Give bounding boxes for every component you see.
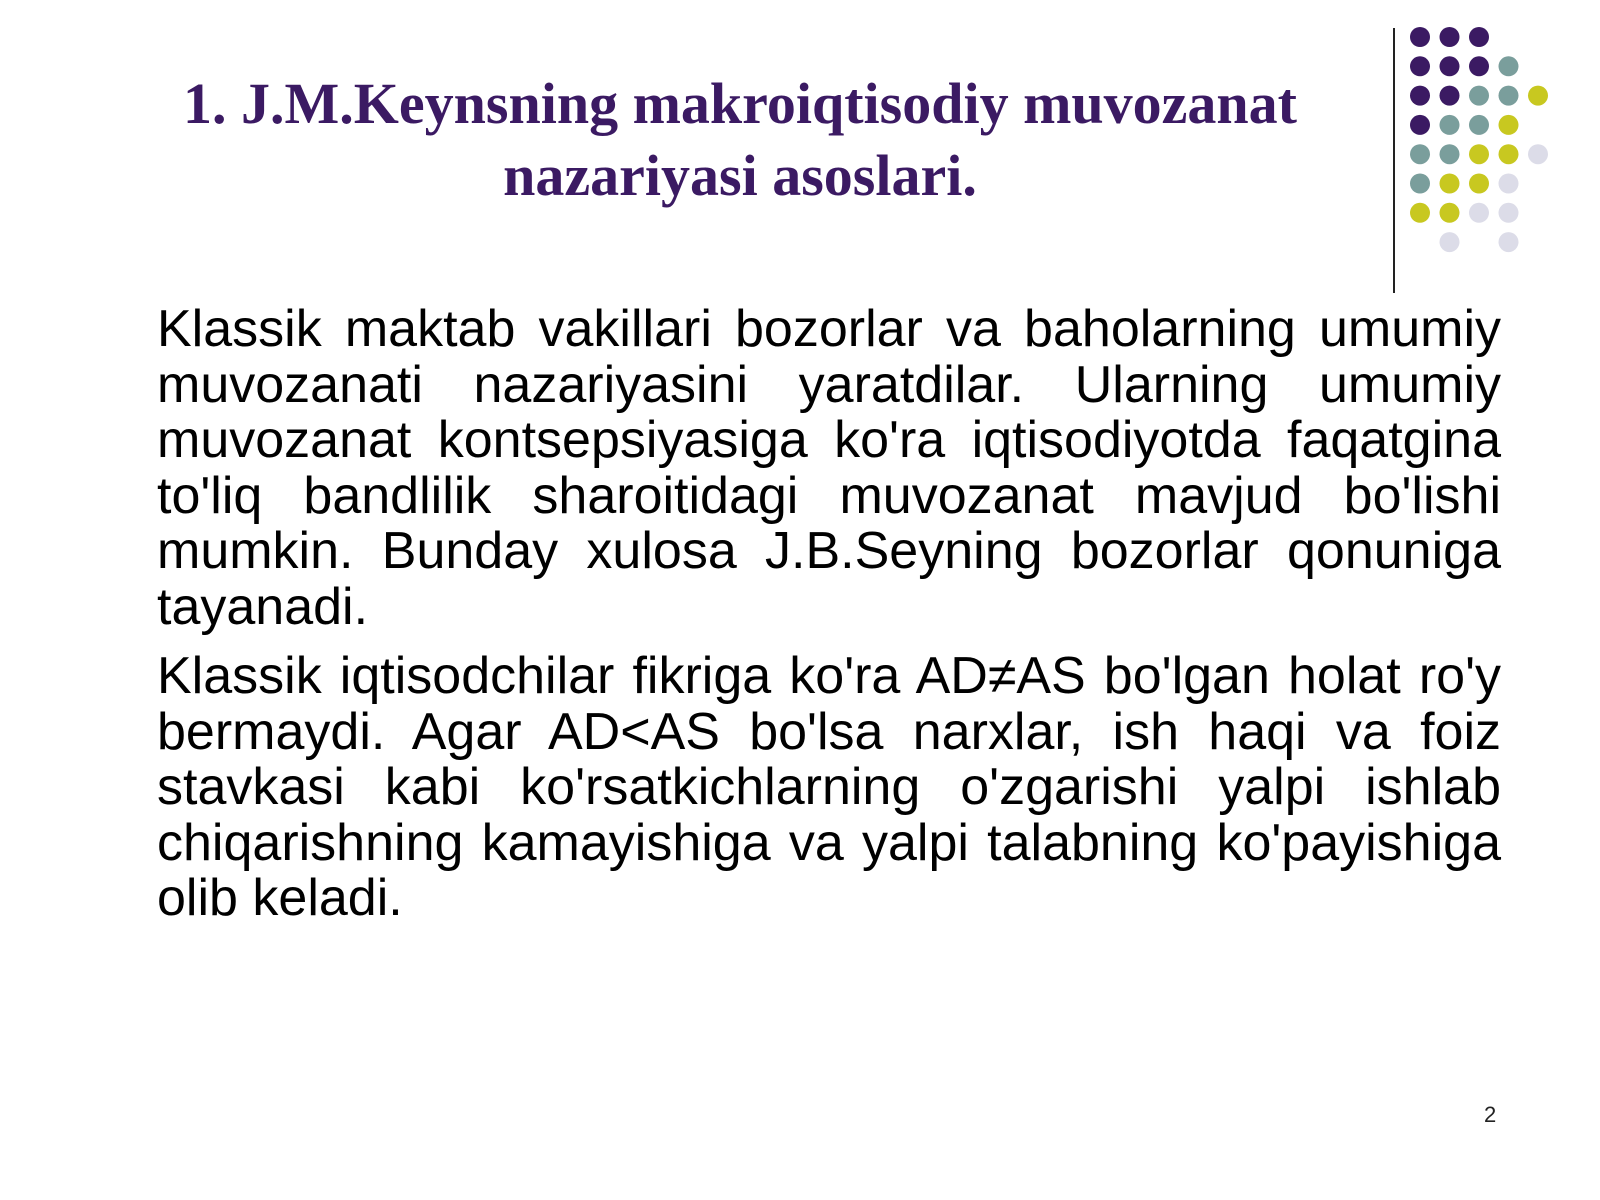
decorative-dot: [1410, 144, 1430, 164]
decorative-dot: [1469, 174, 1489, 194]
slide-title: 1. J.M.Keynsning makroiqtisodiy muvozanat nazariyasi asoslari.: [183, 71, 1297, 208]
decorative-dot: [1469, 203, 1489, 223]
decorative-dot: [1440, 86, 1460, 106]
decorative-dot: [1440, 56, 1460, 76]
decorative-dot: [1469, 144, 1489, 164]
decorative-dot: [1410, 56, 1430, 76]
decorative-dot: [1440, 174, 1460, 194]
decorative-dot: [1499, 232, 1519, 252]
decorative-dot-grid: [1410, 20, 1590, 260]
slide-body: [157, 302, 1501, 941]
decorative-dot: [1440, 232, 1460, 252]
decorative-dot: [1499, 86, 1519, 106]
decorative-dot: [1469, 86, 1489, 106]
decorative-dot: [1410, 115, 1430, 135]
decorative-dot: [1469, 115, 1489, 135]
decorative-dot: [1499, 115, 1519, 135]
decorative-dot: [1499, 174, 1519, 194]
decorative-dot: [1499, 203, 1519, 223]
decorative-dot: [1410, 86, 1430, 106]
decorative-dot: [1410, 174, 1430, 194]
decorative-dot: [1469, 27, 1489, 47]
decorative-dot: [1440, 203, 1460, 223]
decorative-dot: [1499, 144, 1519, 164]
decorative-dot: [1499, 56, 1519, 76]
decorative-dot: [1410, 203, 1430, 223]
decorative-dot: [1440, 144, 1460, 164]
title-divider-line: [1393, 28, 1395, 293]
decorative-dot: [1528, 144, 1548, 164]
decorative-dot: [1410, 27, 1430, 47]
decorative-dot: [1469, 56, 1489, 76]
body-paragraph-2: Klassik iqtisodchilar fikriga ko'ra AD≠AS bo'lgan holat ro'y bermaydi. Agar AD<AS bo'lsa narxlar, ish haqi va foiz stavkasi kabi ko'rsatkichlarning o'zgarishi yalpi ishlab chiqarishning kamayishiga va yalpi talabning ko'payishiga olib keladi.: [157, 647, 1501, 927]
body-paragraph-1: Klassik maktab vakillari bozorlar va baholarning umumiy muvozanati nazariyasini yaratdilar. Ularning umumiy muvozanat kontsepsiyasiga ko'ra iqtisodiyotda faqatgina to'liq bandlilik sharoitidagi muvozanat mavjud bo'lishi mumkin. Bunday xulosa J.B.Seyning bozorlar qonuniga tayanadi.: [157, 300, 1501, 636]
decorative-dot: [1528, 86, 1548, 106]
page-number: 2: [1484, 1102, 1497, 1127]
decorative-dot: [1440, 115, 1460, 135]
decorative-dot: [1440, 27, 1460, 47]
